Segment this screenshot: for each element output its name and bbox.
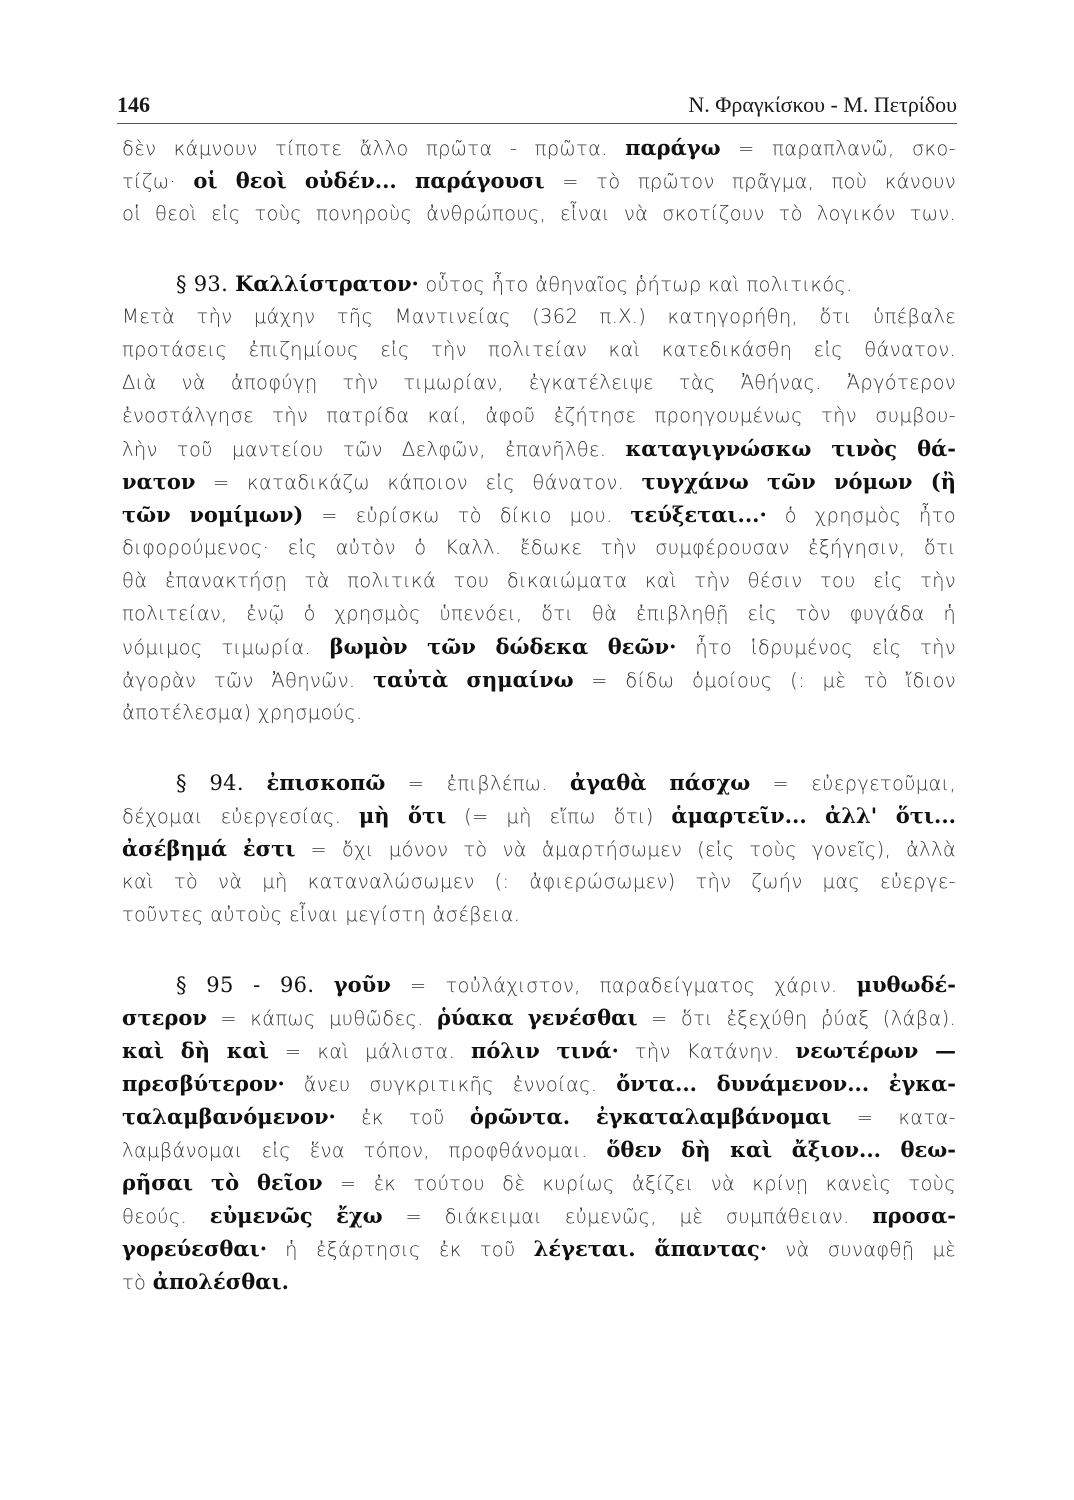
text-run: = ἐπιβλέπω. (385, 772, 571, 795)
lemma: ἀπολέσθαι. (152, 1269, 289, 1294)
lemma: ῥύακα γενέσθαι (436, 1005, 638, 1030)
paragraph-94 (122, 766, 956, 931)
text-line (122, 1100, 956, 1133)
paragraph-95-96 (122, 968, 956, 1298)
text-line (122, 865, 956, 898)
text-line (122, 333, 956, 366)
text-run: πολιτείαν, ἐνῷ ὁ χρησμὸς ὑπενόει, ὅτι θὰ ἐπιβληθῇ εἰς τὸν φυγάδα ἡ (122, 602, 956, 625)
text-line (122, 597, 956, 630)
lemma: πρεσβύτερον· (122, 1071, 285, 1096)
text-run: ἡ ἐξάρτησις ἐκ τοῦ (267, 1238, 534, 1261)
text-line (122, 300, 956, 333)
page-number: 146 (117, 92, 150, 117)
text-line (122, 1232, 956, 1265)
lemma: παράγω (625, 135, 721, 160)
lemma: ὄντα... δυνάμενον... ἐγκα- (616, 1071, 956, 1096)
text-line (122, 1166, 956, 1199)
text-run: οὗτος ἦτο ἀθηναῖος ῥήτωρ καὶ πολιτικός. (418, 273, 853, 296)
text-line (122, 1199, 956, 1232)
lemma: ὅθεν δὴ καὶ ἄξιον... θεω- (606, 1137, 957, 1162)
text-line (122, 1067, 956, 1100)
lemma: μυθωδέ- (856, 972, 957, 997)
lemma: προσα- (872, 1203, 956, 1228)
text-run: θεούς. (122, 1205, 210, 1228)
text-line (122, 432, 956, 465)
text-run: = κάπως μυθῶδες. (206, 1007, 437, 1030)
text-run: δὲν κάμνουν τίποτε ἄλλο πρῶτα - πρῶτα. (122, 137, 626, 160)
text-run: ἀποτέλεσμα) χρησμούς. (122, 701, 363, 724)
text-run: τὸ (122, 1271, 153, 1294)
text-run: τοῦντες αὐτοὺς εἶναι μεγίστη ἀσέβεια. (122, 903, 521, 926)
text-run: = ὄχι μόνον τὸ νὰ ἁμαρτήσωμεν (εἰς τοὺς γονεῖς), ἀλλὰ (295, 838, 956, 861)
text-run: ἐκ τοῦ (335, 1106, 470, 1129)
text-run: = τὸ πρῶτον πρᾶγμα, ποὺ κάνουν (544, 170, 956, 193)
paragraph-92 (122, 126, 956, 230)
text-line (122, 630, 956, 663)
lemma: βωμὸν τῶν δώδεκα θεῶν· (329, 634, 677, 659)
lemma: εὐμενῶς ἔχω (209, 1203, 383, 1228)
text-run: = κατα- (831, 1106, 956, 1129)
text-line (122, 531, 956, 564)
text-run: λαμβάνομαι εἰς ἕνα τόπον, προφθάνομαι. (122, 1139, 607, 1162)
lemma: καταγιγνώσκω τινὸς θά- (625, 436, 956, 461)
lemma: ταλαμβανόμενον· (122, 1104, 336, 1129)
text-run: διφορούμενος· εἰς αὐτὸν ὁ Καλλ. ἔδωκε τὴν συμφέρουσαν ἐξήγησιν, ὅτι (122, 536, 956, 559)
text-line (122, 267, 956, 300)
text-run: = δίδω ὁμοίους (: μὲ τὸ ἴδιον (573, 669, 956, 692)
text-line (122, 898, 956, 931)
text-run: = καὶ μάλιστα. (268, 1040, 471, 1063)
lemma: τεύξεται...· (630, 502, 767, 527)
text-line (122, 1034, 956, 1067)
text-line (122, 465, 956, 498)
lemma: ὁρῶντα. ἐγκαταλαμβάνομαι (469, 1104, 832, 1129)
text-run: = εὑρίσκω τὸ δίκιο μου. (303, 504, 631, 527)
text-line (122, 832, 956, 865)
lemma: τυγχάνω τῶν νόμων (ἢ (641, 469, 957, 494)
lemma: στερον (122, 1005, 207, 1030)
lemma: γορεύεσθαι· (122, 1236, 268, 1261)
text-line (122, 564, 956, 597)
text-line (122, 766, 956, 799)
text-run: προτάσεις ἐπιζημίους εἰς τὴν πολιτείαν καὶ κατεδικάσθη εἰς θάνατον. (122, 338, 956, 361)
text-run: οἱ θεοὶ εἰς τοὺς πονηροὺς ἀνθρώπους, εἶναι νὰ σκοτίζουν τὸ λογικόν των. (122, 202, 956, 225)
text-run: Διὰ νὰ ἀποφύγῃ τὴν τιμωρίαν, ἐγκατέλειψε τὰς Ἀθήνας. Ἀργότερον (122, 371, 956, 394)
text-run: Μετὰ τὴν μάχην τῆς Μαντινείας (362 π.Χ.) κατηγορήθη, ὅτι ὑπέβαλε (122, 305, 956, 328)
lemma: ἀσέβημά ἐστι (122, 836, 296, 861)
text-run: = διάκειμαι εὐμενῶς, μὲ συμπάθειαν. (382, 1205, 873, 1228)
lemma: λέγεται. ἅπαντας· (533, 1236, 768, 1261)
text-line (122, 1133, 956, 1166)
lemma: ἐπισκοπῶ (266, 770, 386, 795)
text-run: τίζω· (122, 170, 194, 193)
section-number: § 95 - 96. (176, 973, 334, 997)
text-run: = τοὐλάχιστον, παραδείγματος χάριν. (390, 974, 857, 997)
lemma: νεωτέρων — (795, 1038, 956, 1063)
text-line (122, 399, 956, 432)
text-run: (= μὴ εἴπω ὅτι) (446, 805, 672, 828)
text-line (122, 1265, 956, 1298)
text-line (122, 799, 956, 832)
text-line (122, 1001, 956, 1034)
text-run: ὁ χρησμὸς ἦτο (766, 504, 956, 527)
text-run: λὴν τοῦ μαντείου τῶν Δελφῶν, ἐπανῆλθε. (122, 438, 626, 461)
text-run: = ἐκ τούτου δὲ κυρίως ἀξίζει νὰ κρίνῃ κανεὶς τοὺς (322, 1172, 957, 1195)
text-run: τὴν Κατάνην. (618, 1040, 796, 1063)
text-run: ἄνευ συγκριτικῆς ἐννοίας. (284, 1073, 617, 1096)
text-run: = καταδικάζω κάποιον εἰς θάνατον. (195, 471, 642, 494)
text-line (122, 498, 956, 531)
lemma: τῶν νομίμων) (122, 502, 304, 527)
text-line (122, 663, 956, 696)
text-run: καὶ τὸ νὰ μὴ καταναλώσωμεν (: ἀφιερώσωμεν) τὴν ζωήν μας εὐεργε- (122, 870, 956, 893)
section-number: § 94. (176, 771, 267, 795)
lemma: καὶ δὴ καὶ (122, 1038, 269, 1063)
lemma: νατον (122, 469, 196, 494)
text-run: = ὅτι ἐξεχύθη ῥύαξ (λάβα). (637, 1007, 957, 1030)
text-line (122, 968, 956, 1001)
lemma: ἀγαθὰ πάσχω (570, 770, 751, 795)
text-run: δέχομαι εὐεργεσίας. (122, 805, 359, 828)
section-number: § 93. (176, 272, 236, 296)
text-run: = παραπλανῶ, σκο- (720, 137, 957, 160)
lemma: ταὐτὰ σημαίνω (372, 667, 574, 692)
commentary-text (122, 126, 956, 1298)
text-line (122, 164, 956, 197)
lemma: ἁμαρτεῖν... ἀλλ' ὅτι... (671, 803, 956, 828)
text-line (122, 696, 956, 729)
text-run: νόμιμος τιμωρία. (122, 636, 330, 659)
paragraph-93 (122, 267, 956, 729)
text-line (122, 197, 956, 230)
text-line (122, 366, 956, 399)
text-line (122, 131, 956, 164)
running-title: Ν. Φραγκίσκου - Μ. Πετρίδου (688, 92, 957, 117)
lemma: οἱ θεοὶ οὐδέν... παράγουσι (193, 168, 545, 193)
lemma: γοῦν (333, 972, 391, 997)
page-header (117, 92, 957, 118)
text-run: ἐνοστάλγησε τὴν πατρίδα καί, ἀφοῦ ἐζήτησε προηγουμένως τὴν συμβου- (122, 404, 956, 427)
lemma: πόλιν τινά· (470, 1038, 619, 1063)
header-rule (117, 123, 957, 124)
lemma: μὴ ὅτι (358, 803, 447, 828)
text-run: θὰ ἐπανακτήσῃ τὰ πολιτικά του δικαιώματα καὶ τὴν θέσιν του εἰς τὴν (122, 569, 956, 592)
lemma: Καλλίστρατον· (235, 271, 419, 296)
lemma: ρῆσαι τὸ θεῖον (122, 1170, 323, 1195)
text-run: νὰ συναφθῇ μὲ (767, 1238, 957, 1261)
text-run: ἦτο ἱδρυμένος εἰς τὴν (676, 636, 956, 659)
text-run: = εὐεργετοῦμαι, (750, 772, 956, 795)
text-run: ἀγορὰν τῶν Ἀθηνῶν. (122, 669, 373, 692)
